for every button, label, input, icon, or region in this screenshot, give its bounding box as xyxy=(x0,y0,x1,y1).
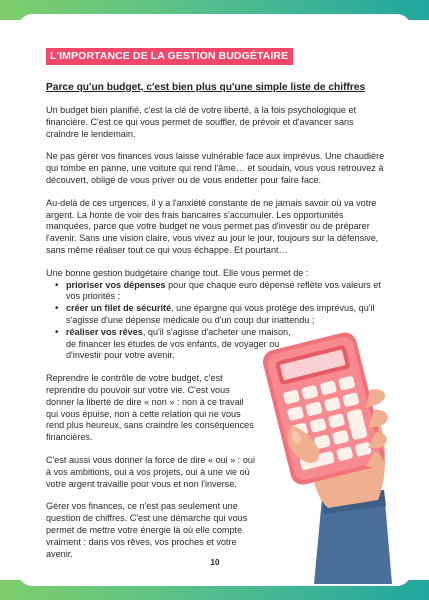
paragraph-4: Une bonne gestion budgétaire change tout. Elle vous permet de : xyxy=(46,267,309,278)
paragraph-6: C'est aussi vous donner la force de dire « oui » : oui à vos ambitions, oui à vos projets, oui à une vie où votre argent travaille pour vous et non l'inverse. xyxy=(46,454,255,489)
list-item: • créer un filet de sécurité, une épargne qui vous protège des imprévus, qu'il s'agisse d'une dépense médicale ou d'un coup dur inattendu ; xyxy=(46,303,386,327)
subtitle: Parce qu'un budget, c'est bien plus qu'une simple liste de chiffres xyxy=(46,82,366,93)
calculator-hand-illustration xyxy=(262,330,402,584)
list-item: • prioriser vos dépenses pour que chaque euro dépensé reflète vos valeurs et vos priorités ; xyxy=(46,280,386,304)
list-item: • réaliser vos rêves, qu'il s'agisse d'acheter une maison, de financer les études de vos enfants, de voyager ou d'investir pour votre avenir. xyxy=(46,327,298,362)
page-number: 10 xyxy=(210,558,220,567)
section-title: L'IMPORTANCE DE LA GESTION BUDGÉTAIRE xyxy=(46,48,293,65)
paragraph-3: Au-delà de ces urgences, il y a l'anxiété constante de ne jamais savoir où va votre argent. La honte de voir des frais bancaires s'accumuler. Les opportunités manquées, parce que votre budget ne vous permet pas d'investir ou de préparer l'avenir. Sans une vision claire, vous vivez au jour le jour, toujours sur la défensive, sans même réaliser tout ce qui vous échappe. Et pourtant… xyxy=(46,197,379,255)
paragraph-5: Reprendre le contrôle de votre budget, c'est reprendre du pouvoir sur votre vie. C'est vous donner la liberté de dire « non » : non à ce travail qui vous épuise, non à cette relation qui ne vous rend plus heureux, sans craindre les conséquences financières. xyxy=(46,373,254,443)
paragraph-2: Ne pas gérer vos finances vous laisse vulnérable face aux imprévus. Une chaudière qui tombe en panne, une voiture qui rend l'âme… et soudain, vous vous retrouvez à découvert, obligé de vous priver ou de vous endetter pour faire face. xyxy=(46,151,385,185)
paragraph-7: Gérer vos finances, ce n'est pas seulement une question de chiffres. C'est une démarche qui vous permet de mettre votre énergie là où elle compte vraiment : dans vos rêves, vos proches et votre avenir. xyxy=(46,501,248,559)
paragraph-1: Un budget bien planifié, c'est la clé de votre liberté, à la fois psychologique et financière. C'est ce qui vous permet de souffler, de prévoir et d'avancer sans craindre le lendemain. xyxy=(46,105,357,139)
